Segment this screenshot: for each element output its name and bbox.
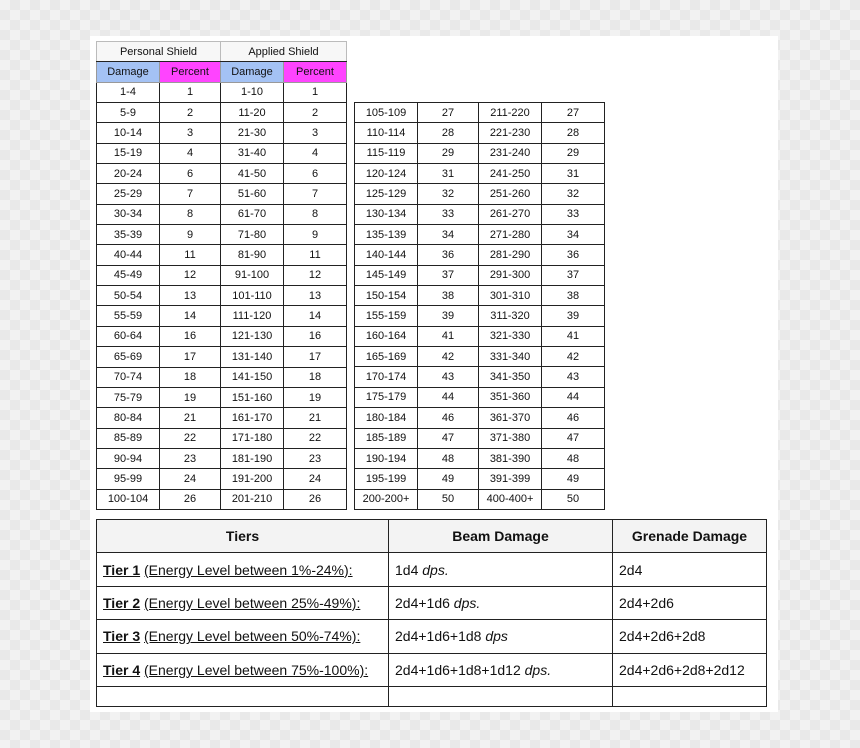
table-cell: 331-340 [479, 347, 542, 367]
table-cell: 40-44 [97, 245, 160, 265]
table-row [355, 123, 605, 143]
table-cell: 71-80 [221, 225, 284, 245]
table-row [355, 103, 605, 123]
table-cell: 180-184 [355, 408, 418, 428]
table-cell: 111-120 [221, 306, 284, 326]
table-cell: 33 [418, 204, 479, 224]
column-header-percent: Percent [284, 62, 347, 82]
table-row [355, 286, 605, 306]
table-cell: 11 [284, 245, 347, 265]
table-cell: 190-194 [355, 448, 418, 468]
grenade-damage-cell: 2d4 [613, 553, 767, 586]
empty-cell [97, 686, 389, 706]
table-cell: 23 [284, 448, 347, 468]
table-cell: 28 [542, 123, 605, 143]
table-cell: 125-129 [355, 184, 418, 204]
tier-row [97, 653, 767, 686]
tier-row [97, 553, 767, 586]
table-cell: 115-119 [355, 143, 418, 163]
table-cell: 13 [160, 286, 221, 306]
table-cell: 3 [284, 123, 347, 143]
shield-damage-table-right [354, 102, 605, 510]
table-cell: 24 [284, 469, 347, 489]
beam-damage-cell [389, 620, 613, 653]
table-cell: 371-380 [479, 428, 542, 448]
beam-dice: 2d4+1d6+1d8 [395, 628, 482, 645]
table-cell: 100-104 [97, 489, 160, 509]
beam-damage-cell [389, 586, 613, 619]
table-cell: 131-140 [221, 347, 284, 367]
table-cell: 11 [160, 245, 221, 265]
table-cell: 34 [542, 225, 605, 245]
table-cell: 39 [542, 306, 605, 326]
table-cell: 80-84 [97, 408, 160, 428]
table-cell: 45-49 [97, 265, 160, 285]
beam-unit: dps. [422, 561, 449, 578]
table-cell: 24 [160, 469, 221, 489]
table-cell: 36 [418, 245, 479, 265]
beam-damage-cell [389, 653, 613, 686]
table-cell: 251-260 [479, 184, 542, 204]
table-cell: 19 [160, 387, 221, 407]
grenade-damage-cell: 2d4+2d6 [613, 586, 767, 619]
table-cell: 1-10 [221, 82, 284, 102]
table-row [355, 448, 605, 468]
tier-cell [97, 553, 389, 586]
table-cell: 6 [160, 164, 221, 184]
table-cell: 391-399 [479, 469, 542, 489]
table-cell: 49 [418, 469, 479, 489]
table-cell: 17 [284, 347, 347, 367]
table-cell: 29 [418, 143, 479, 163]
table-cell: 18 [284, 367, 347, 387]
tier-cell [97, 620, 389, 653]
table-cell: 47 [542, 428, 605, 448]
table-cell: 31 [542, 164, 605, 184]
table-cell: 400-400+ [479, 489, 542, 509]
tier-name: Tier 4 [103, 661, 141, 678]
table-cell: 321-330 [479, 326, 542, 346]
table-cell: 175-179 [355, 387, 418, 407]
table-row [355, 469, 605, 489]
table-cell: 42 [542, 347, 605, 367]
table-row [355, 306, 605, 326]
table-cell: 120-124 [355, 164, 418, 184]
table-row [97, 428, 347, 448]
table-cell: 27 [418, 103, 479, 123]
table-cell: 12 [284, 265, 347, 285]
grenade-damage-cell: 2d4+2d6+2d8 [613, 620, 767, 653]
table-cell: 200-200+ [355, 489, 418, 509]
table-cell: 3 [160, 123, 221, 143]
table-cell: 191-200 [221, 469, 284, 489]
table-cell: 361-370 [479, 408, 542, 428]
table-cell: 301-310 [479, 286, 542, 306]
table-cell: 55-59 [97, 306, 160, 326]
tier-cell [97, 586, 389, 619]
table-row [355, 265, 605, 285]
table-row [97, 469, 347, 489]
group-header-personal-shield: Personal Shield [97, 42, 221, 62]
table-cell: 26 [160, 489, 221, 509]
table-cell: 141-150 [221, 367, 284, 387]
beam-dice: 2d4+1d6 [395, 594, 450, 611]
table-row [97, 489, 347, 509]
table-cell: 181-190 [221, 448, 284, 468]
table-row [355, 489, 605, 509]
table-cell: 351-360 [479, 387, 542, 407]
empty-row [97, 686, 767, 706]
table-cell: 41 [418, 326, 479, 346]
table-row [97, 225, 347, 245]
table-cell: 32 [542, 184, 605, 204]
table-row [355, 326, 605, 346]
table-row [97, 123, 347, 143]
table-cell: 21 [160, 408, 221, 428]
table-cell: 37 [542, 265, 605, 285]
tier-name: Tier 2 [103, 594, 141, 611]
table-cell: 1-4 [97, 82, 160, 102]
tier-row [97, 620, 767, 653]
tiers-table [96, 519, 767, 707]
table-cell: 85-89 [97, 428, 160, 448]
tier-energy-range: (Energy Level between 75%-100%): [144, 661, 369, 678]
table-cell: 1 [284, 82, 347, 102]
table-cell: 9 [160, 225, 221, 245]
table-row [97, 367, 347, 387]
table-cell: 35-39 [97, 225, 160, 245]
table-cell: 14 [160, 306, 221, 326]
table-cell: 271-280 [479, 225, 542, 245]
table-cell: 43 [418, 367, 479, 387]
table-cell: 50 [542, 489, 605, 509]
table-cell: 60-64 [97, 326, 160, 346]
table-cell: 49 [542, 469, 605, 489]
table-cell: 110-114 [355, 123, 418, 143]
table-row [97, 184, 347, 204]
table-cell: 6 [284, 164, 347, 184]
group-header-applied-shield: Applied Shield [221, 42, 347, 62]
beam-unit: dps. [453, 594, 481, 611]
table-cell: 7 [284, 184, 347, 204]
table-cell: 22 [160, 428, 221, 448]
table-row [97, 103, 347, 123]
tier-energy-range: (Energy Level between 50%-74%): [144, 628, 361, 645]
table-row [97, 448, 347, 468]
table-cell: 46 [418, 408, 479, 428]
table-cell: 22 [284, 428, 347, 448]
table-cell: 41-50 [221, 164, 284, 184]
table-cell: 16 [284, 326, 347, 346]
table-cell: 39 [418, 306, 479, 326]
table-cell: 25-29 [97, 184, 160, 204]
table-cell: 70-74 [97, 367, 160, 387]
table-cell: 195-199 [355, 469, 418, 489]
table-cell: 38 [418, 286, 479, 306]
column-header-damage: Damage [97, 62, 160, 82]
beam-unit: dps. [524, 661, 552, 678]
table-cell: 50 [418, 489, 479, 509]
table-row [97, 387, 347, 407]
table-cell: 7 [160, 184, 221, 204]
table-cell: 43 [542, 367, 605, 387]
table-cell: 65-69 [97, 347, 160, 367]
table-cell: 46 [542, 408, 605, 428]
table-cell: 311-320 [479, 306, 542, 326]
table-row [355, 408, 605, 428]
table-row [97, 143, 347, 163]
table-row [97, 408, 347, 428]
table-cell: 27 [542, 103, 605, 123]
table-cell: 2 [284, 103, 347, 123]
table-row [355, 184, 605, 204]
table-cell: 155-159 [355, 306, 418, 326]
table-row [355, 245, 605, 265]
table-cell: 38 [542, 286, 605, 306]
table-cell: 47 [418, 428, 479, 448]
table-cell: 31 [418, 164, 479, 184]
table-row [97, 245, 347, 265]
table-cell: 170-174 [355, 367, 418, 387]
table-cell: 291-300 [479, 265, 542, 285]
table-cell: 4 [160, 143, 221, 163]
table-cell: 19 [284, 387, 347, 407]
table-cell: 381-390 [479, 448, 542, 468]
beam-dice: 2d4+1d6+1d8+1d12 [395, 661, 521, 678]
table-cell: 8 [284, 204, 347, 224]
tier-energy-range: (Energy Level between 25%-49%): [144, 594, 361, 611]
table-cell: 28 [418, 123, 479, 143]
table-cell: 29 [542, 143, 605, 163]
tiers-header: Tiers [97, 520, 389, 553]
table-cell: 165-169 [355, 347, 418, 367]
table-cell: 14 [284, 306, 347, 326]
empty-cell [389, 686, 613, 706]
empty-cell [613, 686, 767, 706]
table-row [355, 225, 605, 245]
table-cell: 32 [418, 184, 479, 204]
table-row [355, 347, 605, 367]
table-cell: 21-30 [221, 123, 284, 143]
table-cell: 51-60 [221, 184, 284, 204]
table-cell: 341-350 [479, 367, 542, 387]
table-cell: 20-24 [97, 164, 160, 184]
table-cell: 48 [542, 448, 605, 468]
table-row [355, 367, 605, 387]
table-cell: 8 [160, 204, 221, 224]
table-cell: 95-99 [97, 469, 160, 489]
table-row [97, 347, 347, 367]
table-cell: 151-160 [221, 387, 284, 407]
table-cell: 241-250 [479, 164, 542, 184]
table-cell: 11-20 [221, 103, 284, 123]
table-row [97, 286, 347, 306]
table-cell: 17 [160, 347, 221, 367]
table-cell: 2 [160, 103, 221, 123]
table-row [355, 164, 605, 184]
table-row [355, 387, 605, 407]
tier-name: Tier 3 [103, 628, 141, 645]
table-cell: 261-270 [479, 204, 542, 224]
table-cell: 37 [418, 265, 479, 285]
table-cell: 140-144 [355, 245, 418, 265]
table-cell: 33 [542, 204, 605, 224]
table-cell: 48 [418, 448, 479, 468]
table-cell: 16 [160, 326, 221, 346]
table-cell: 90-94 [97, 448, 160, 468]
table-cell: 201-210 [221, 489, 284, 509]
table-cell: 26 [284, 489, 347, 509]
table-cell: 4 [284, 143, 347, 163]
tier-row [97, 586, 767, 619]
table-cell: 44 [542, 387, 605, 407]
column-header-percent: Percent [160, 62, 221, 82]
column-header-damage: Damage [221, 62, 284, 82]
table-cell: 15-19 [97, 143, 160, 163]
table-row [355, 143, 605, 163]
table-row [97, 82, 347, 102]
beam-dice: 1d4 [395, 561, 419, 578]
table-cell: 91-100 [221, 265, 284, 285]
table-cell: 21 [284, 408, 347, 428]
table-row [97, 326, 347, 346]
table-cell: 18 [160, 367, 221, 387]
beam-damage-header: Beam Damage [389, 520, 613, 553]
table-row [97, 164, 347, 184]
table-cell: 36 [542, 245, 605, 265]
table-cell: 221-230 [479, 123, 542, 143]
table-cell: 185-189 [355, 428, 418, 448]
table-cell: 61-70 [221, 204, 284, 224]
table-cell: 211-220 [479, 103, 542, 123]
beam-damage-cell [389, 553, 613, 586]
beam-unit: dps [485, 628, 508, 645]
table-cell: 130-134 [355, 204, 418, 224]
table-cell: 135-139 [355, 225, 418, 245]
table-cell: 101-110 [221, 286, 284, 306]
table-cell: 231-240 [479, 143, 542, 163]
table-cell: 34 [418, 225, 479, 245]
grenade-damage-cell: 2d4+2d6+2d8+2d12 [613, 653, 767, 686]
table-cell: 160-164 [355, 326, 418, 346]
table-row [97, 265, 347, 285]
table-cell: 171-180 [221, 428, 284, 448]
table-cell: 31-40 [221, 143, 284, 163]
tier-energy-range: (Energy Level between 1%-24%): [144, 561, 353, 578]
table-row [355, 204, 605, 224]
table-cell: 105-109 [355, 103, 418, 123]
table-row [97, 204, 347, 224]
table-cell: 161-170 [221, 408, 284, 428]
table-cell: 44 [418, 387, 479, 407]
table-row [355, 428, 605, 448]
table-cell: 23 [160, 448, 221, 468]
table-cell: 30-34 [97, 204, 160, 224]
table-cell: 50-54 [97, 286, 160, 306]
table-cell: 12 [160, 265, 221, 285]
table-row [97, 306, 347, 326]
table-cell: 1 [160, 82, 221, 102]
grenade-damage-header: Grenade Damage [613, 520, 767, 553]
table-cell: 121-130 [221, 326, 284, 346]
table-cell: 5-9 [97, 103, 160, 123]
tier-cell [97, 653, 389, 686]
table-cell: 145-149 [355, 265, 418, 285]
table-cell: 81-90 [221, 245, 284, 265]
table-cell: 10-14 [97, 123, 160, 143]
table-cell: 75-79 [97, 387, 160, 407]
table-cell: 13 [284, 286, 347, 306]
table-cell: 281-290 [479, 245, 542, 265]
shield-damage-table-left [96, 41, 347, 510]
table-cell: 42 [418, 347, 479, 367]
table-cell: 41 [542, 326, 605, 346]
table-cell: 150-154 [355, 286, 418, 306]
tier-name: Tier 1 [103, 561, 141, 578]
table-cell: 9 [284, 225, 347, 245]
